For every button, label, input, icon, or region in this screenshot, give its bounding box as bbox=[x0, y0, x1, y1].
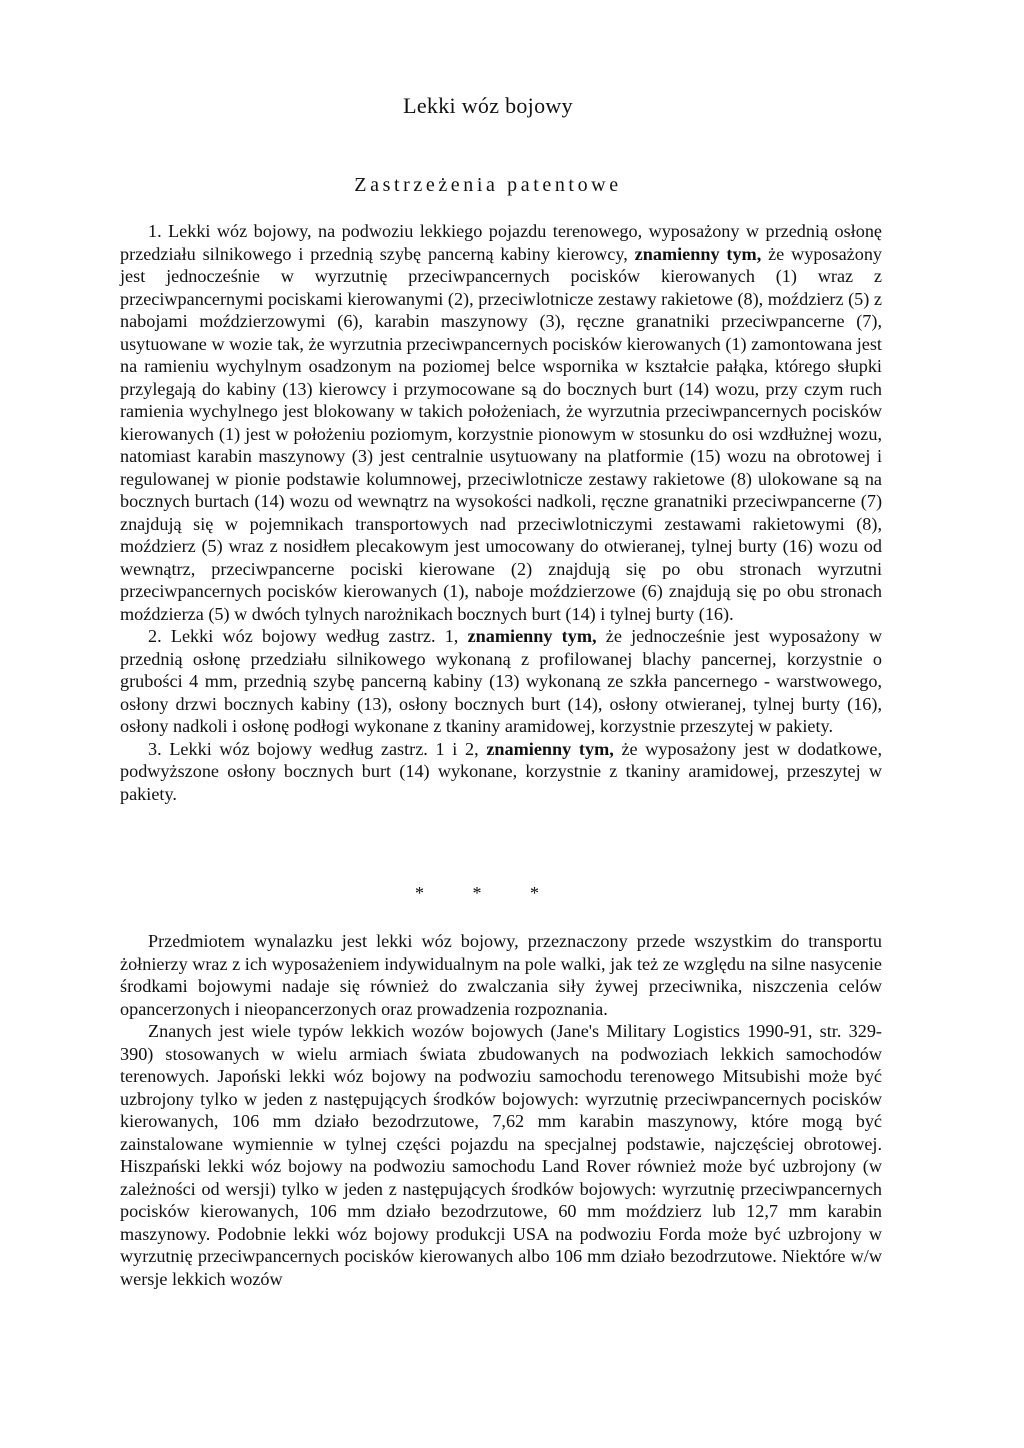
claim-1 bbox=[120, 220, 882, 625]
description-paragraph-1: Przedmiotem wynalazku jest lekki wóz bojowy, przeznaczony przede wszystkim do transportu żołnierzy wraz z ich wyposażeniem indywidualnym na pole walki, jak też ze względu na silne nasycenie środkami bojowymi nadaje się również do zwalczania siły żywej przeciwnika, niszczenia celów opancerzonych i nieopancerzonych oraz prowadzenia rozpoznania. bbox=[120, 931, 882, 1019]
claim-2-keyword: znamienny tym, bbox=[467, 626, 597, 646]
claim-3 bbox=[120, 738, 882, 806]
claim-1-keyword: znamienny tym, bbox=[634, 243, 762, 264]
description-section bbox=[120, 930, 882, 1290]
claim-3-text-end: że wyposażony jest w dodatkowe, podwyższone osłony bocznych burt (14) wykonane, korzystnie z tkaniny aramidowej, przeszytej w pakiety. bbox=[120, 738, 883, 804]
claim-1-text-end: że wyposażony jest jednocześnie w wyrzutnię przeciwpancernych pocisków kierowanych (1) wraz z przeciwpancernymi pociskami kierowanymi (2), przeciwlotnicze zestawy rakietowe (8), moździerz (5) z nabojami moździerzowymi (6), karabin maszynowy (3), ręczne granatniki przeciwpancerne (7), usytuowane w wozie tak, że wyrzutnia przeciwpancernych pocisków kierowanych (1) zamontowana jest na ramieniu wychylnym osadzonym na poziomej belce wspornika w kształcie pałąka, którego słupki przylegają do kabiny (13) kierowcy i przymocowane są do bocznych burt (14) wozu, przy czym ruch ramienia wychylnego jest blokowany w takich położeniach, że wyrzutnia przeciwpancernych pocisków kierowanych (1) jest w położeniu poziomym, korzystnie pionowym w stosunku do osi wzdłużnej wozu, natomiast karabin maszynowy (3) jest centralnie usytuowany na platformie (15) wozu na obrotowej i regulowanej w pionie podstawie kolumnowej, przeciwlotnicze zestawy rakietowe (8) ulokowane są na bocznych burtach (14) wozu od wewnątrz na wysokości nadkoli, ręczne granatniki przeciwpancerne (7) znajdują się w pojemnikach transportowych nad przeciwlotniczymi zestawami rakietowymi (8), moździerz (5) wraz z nosidłem plecakowym jest umocowany do otwieranej, tylnej burty (16) wozu od wewnątrz, przeciwpancerne pociski kierowane (2) znajdują się po obu stronach wyrzutni przeciwpancernych pocisków kierowanych (1), naboje moździerzowe (6) znajdują się po obu stronach moździerza (5) w dwóch tylnych narożnikach bocznych burt (14) i tylnej burty (16). bbox=[120, 243, 883, 624]
claims-section bbox=[120, 220, 882, 805]
description-paragraph-2: Znanych jest wiele typów lekkich wozów bojowych (Jane's Military Logistics 1990-91, str. 329-390) stosowanych w wielu armiach świata zbudowanych na podwoziach lekkich samochodów terenowych. Japoński lekki wóz bojowy na podwoziu samochodu terenowego Mitsubishi może być uzbrojony tylko w jeden z następujących środków bojowych: wyrzutnię przeciwpancernych pocisków kierowanych, 106 mm działo bezodrzutowe, 7,62 mm karabin maszynowy, które mogą być zainstalowane wymiennie w tylnej części pojazdu na specjalnej podstawie, najczęściej obrotowej. Hiszpański lekki wóz bojowy na podwoziu samochodu Land Rover również może być uzbrojony (w zależności od wersji) tylko w jeden z następujących środków bojowych: wyrzutnię przeciwpancernych pocisków kierowanych, 106 mm działo bezodrzutowe, 60 mm moździerz lub 12,7 mm karabin maszynowy. Podobnie lekki wóz bojowy produkcji USA na podwoziu Forda może być uzbrojony w wyrzutnię przeciwpancernych pocisków kierowanych albo 106 mm działo bezodrzutowe. Niektóre w/w wersje lekkich wozów bbox=[120, 1021, 882, 1289]
claim-3-keyword: znamienny tym, bbox=[486, 738, 614, 759]
section-separator: * * * bbox=[415, 883, 561, 903]
claim-2-text-start: 2. Lekki wóz bojowy według zastrz. 1, bbox=[148, 626, 459, 646]
claim-3-text-start: 3. Lekki wóz bojowy według zastrz. 1 i 2, bbox=[148, 738, 479, 759]
claim-2 bbox=[120, 625, 882, 738]
claim-1-text-start: 1. Lekki wóz bojowy, na podwoziu lekkiego pojazdu terenowego, wyposażony w przednią osłonę przedziału silnikowego i przednią szybę pancerną kabiny kierowcy, bbox=[120, 221, 882, 264]
claims-heading: Zastrzeżenia patentowe bbox=[354, 174, 622, 196]
document-title: Lekki wóz bojowy bbox=[403, 93, 573, 118]
claim-2-text-end: że jednocześnie jest wyposażony w przednią osłonę przedziału silnikowego wykonaną z profilowanej blachy pancernej, korzystnie o grubości 4 mm, przednią szybę pancerną kabiny (13) wykonaną ze szkła pancernego - warstwowego, osłony drzwi bocznych kabiny (13), osłony bocznych burt (14), osłony otwieranej, tylnej burty (16), osłony nadkoli i osłonę podłogi wykonane z tkaniny aramidowej, korzystnie przeszytej w pakiety. bbox=[120, 626, 882, 736]
